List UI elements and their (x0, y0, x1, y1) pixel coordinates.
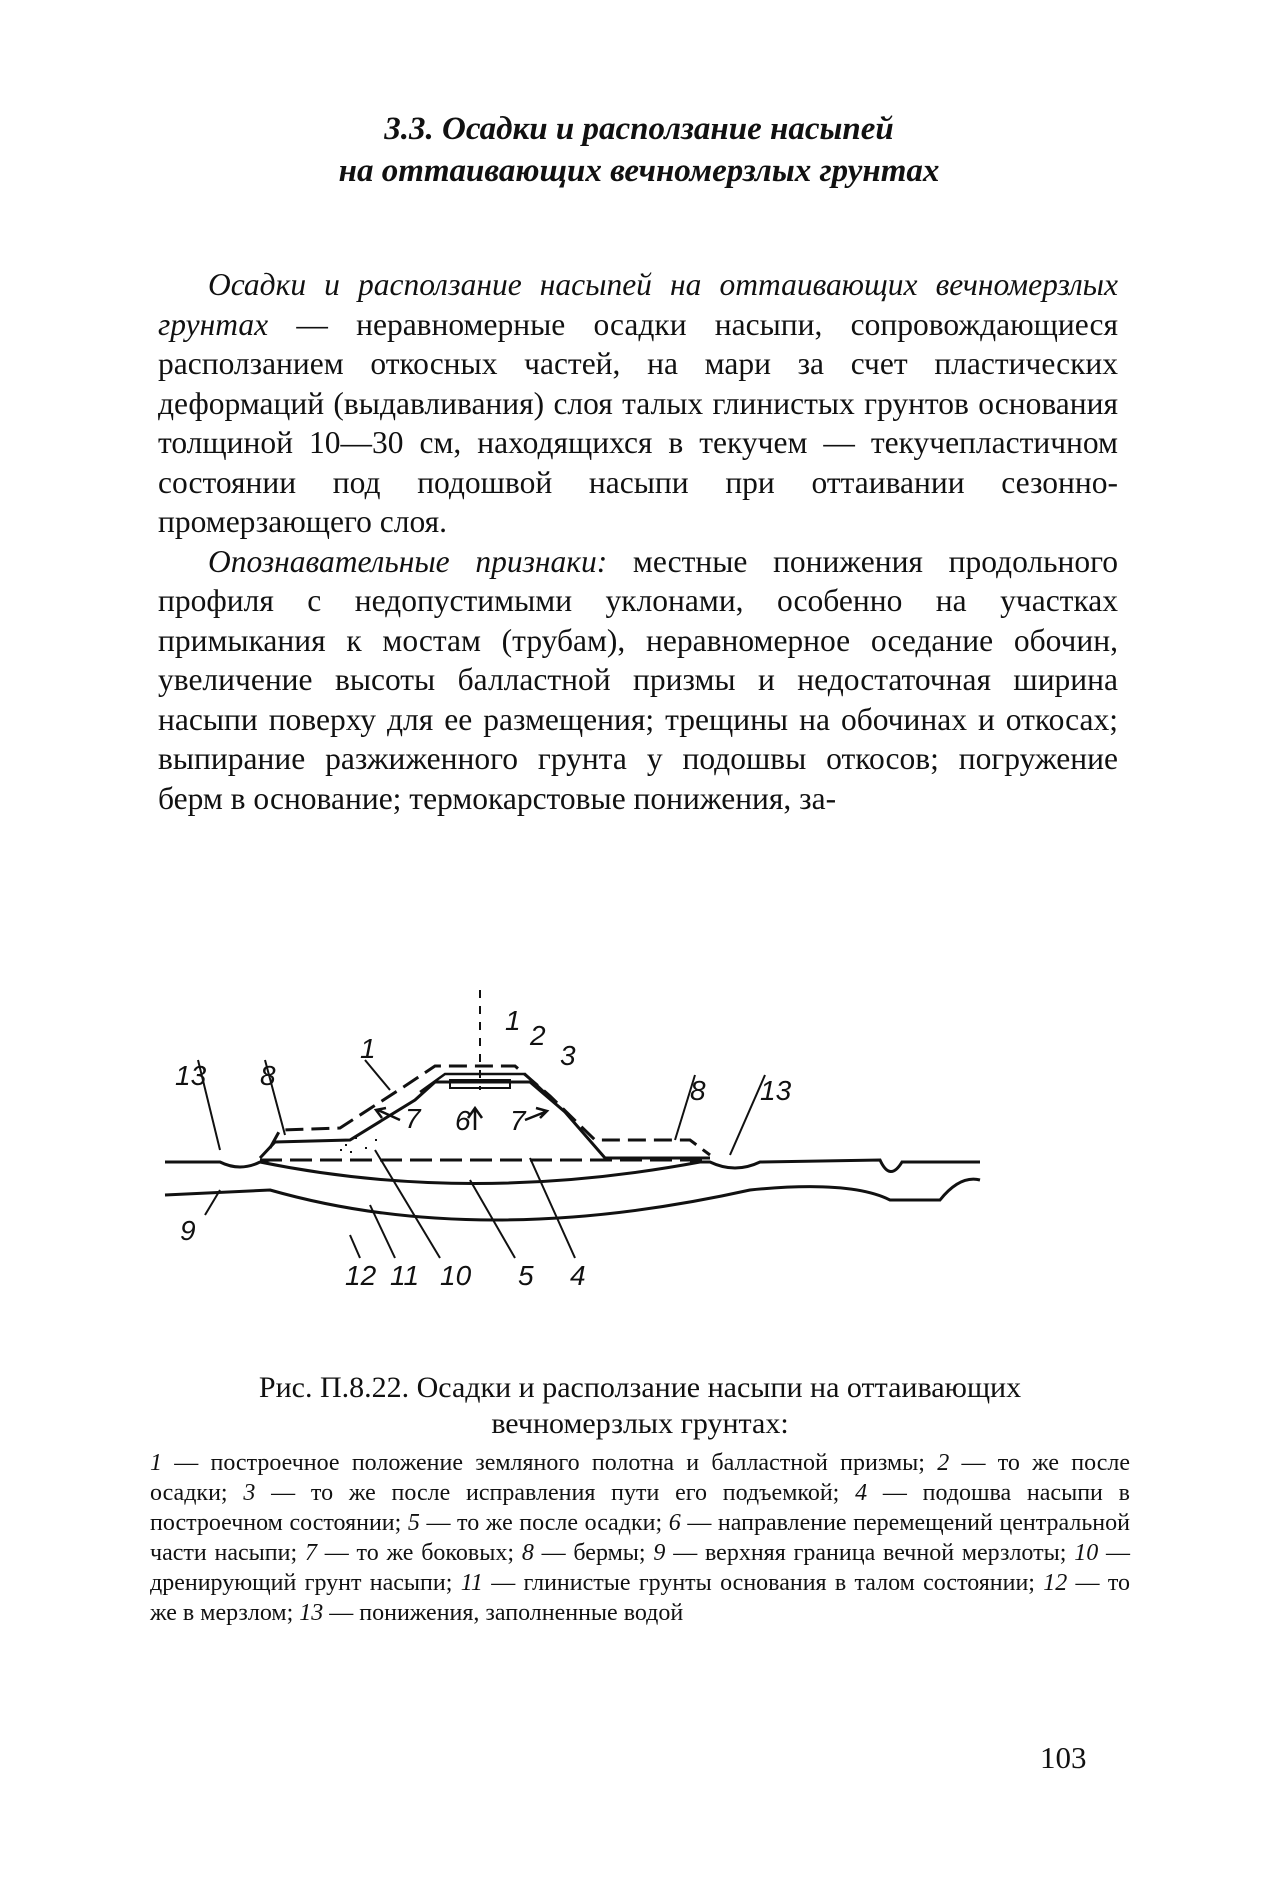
signs-text: местные понижения продольного профиля с недопустимыми уклонами, особенно на участках примыкания к мостам (трубам), неравномерное оседание обочин, увеличение высоты балластной призмы и недостаточная ширина насыпи поверху для ее размещения; трещины на обочинах и откосах; выпирание разжиженного грунта у подошвы откосов; погружение берм в основание; термокарстовые понижения, за- (158, 543, 1118, 816)
figure-caption (150, 1370, 1130, 1628)
label-11: 11 (390, 1260, 420, 1291)
base-settled-line (260, 1162, 700, 1184)
paragraph-signs (158, 542, 1118, 819)
caption-title-line-2: вечномерзлых грунтах: (491, 1407, 789, 1440)
legend-text: — понижения, заполненные водой (323, 1600, 684, 1626)
legend-text: — подошва насыпи в построечном состоянии; (150, 1480, 1130, 1536)
label-8-right: 8 (690, 1075, 706, 1106)
page-number: 103 (1040, 1740, 1087, 1775)
legend-number: 5 (407, 1510, 420, 1536)
legend-text: — построечное положение земляного полотна и балластной призмы; (162, 1450, 938, 1476)
definition-term: Осадки и расползание насыпей на оттаивающих вечномерзлых грунтах (158, 267, 1118, 342)
label-13-left: 13 (175, 1060, 207, 1091)
label-1-left: 1 (360, 1033, 376, 1064)
leader-10 (375, 1150, 440, 1258)
caption-title-line-1: Рис. П.8.22. Осадки и расползание насыпи на оттаивающих (258, 1371, 1022, 1404)
label-7-right: 7 (510, 1105, 526, 1136)
legend-number: 3 (243, 1480, 256, 1506)
legend-text: — то же в мерзлом; (150, 1570, 1131, 1626)
section-heading (0, 108, 1278, 192)
signs-term: Опознавательные признаки: (208, 543, 608, 579)
label-7-left: 7 (405, 1103, 421, 1134)
paragraph-definition (158, 265, 1118, 542)
definition-text: — неравномерные осадки насыпи, сопровождающиеся расползанием откосных частей, на мари за счет пластических деформаций (выдавливания) слоя талых глинистых грунтов основания толщиной 10—30 см, находящихся в текучем — текучепластичном состоянии под подошвой насыпи при оттаивании сезонно-промерзающего слоя. (158, 306, 1118, 539)
legend-number: 13 (299, 1600, 324, 1626)
legend-number: 6 (668, 1510, 681, 1536)
legend-number: 8 (521, 1540, 534, 1566)
legend-number: 4 (855, 1480, 868, 1506)
label-8-left: 8 (260, 1060, 276, 1091)
legend-number: 7 (304, 1540, 317, 1566)
legend-number: 11 (460, 1570, 483, 1596)
label-10: 10 (440, 1260, 472, 1291)
legend-text: — то же боковых; (316, 1540, 522, 1566)
legend-text: — бермы; (533, 1540, 654, 1566)
ground-surface-left (165, 1160, 270, 1167)
legend-number: 2 (937, 1450, 950, 1476)
label-12: 12 (345, 1260, 377, 1291)
permafrost-boundary (165, 1179, 980, 1220)
embankment-diagram (150, 990, 1130, 1310)
label-2: 2 (530, 1020, 546, 1051)
label-13-right: 13 (760, 1075, 792, 1106)
label-4: 4 (570, 1260, 586, 1291)
legend-number: 12 (1043, 1570, 1068, 1596)
arrow-right (525, 1108, 547, 1120)
ground-surface-right (690, 1160, 980, 1172)
legend-text: — дренирующий грунт насыпи; (150, 1540, 1131, 1596)
legend-text: — то же после осадки; (150, 1450, 1130, 1506)
section-heading-line-1: 3.3. Осадки и расползание насыпей (384, 111, 894, 147)
label-1-top: 1 (505, 1005, 521, 1036)
legend-text: — направление перемещений центральной части насыпи; (150, 1510, 1130, 1566)
legend-text: — то же после исправления пути его подъемкой; (255, 1480, 856, 1506)
label-9: 9 (180, 1215, 196, 1246)
embankment-settled-outline (260, 1082, 710, 1158)
legend-text: — то же после осадки; (419, 1510, 669, 1536)
leader-12 (350, 1235, 360, 1258)
label-5: 5 (518, 1260, 534, 1291)
legend-text: — верхняя граница вечной мерзлоты; (665, 1540, 1075, 1566)
legend-number: 1 (150, 1450, 162, 1476)
legend-text: — глинистые грунты основания в талом состоянии; (482, 1570, 1044, 1596)
label-6: 6 (455, 1105, 471, 1136)
caption-title (150, 1370, 1130, 1442)
legend-number: 9 (653, 1540, 666, 1566)
leader-1-left (365, 1060, 390, 1090)
section-heading-line-2: на оттаивающих вечномерзлых грунтах (338, 153, 940, 189)
label-3: 3 (560, 1040, 576, 1071)
caption-legend (150, 1448, 1130, 1628)
legend-number: 10 (1074, 1540, 1099, 1566)
leader-4 (530, 1158, 575, 1258)
body-text (158, 265, 1118, 818)
